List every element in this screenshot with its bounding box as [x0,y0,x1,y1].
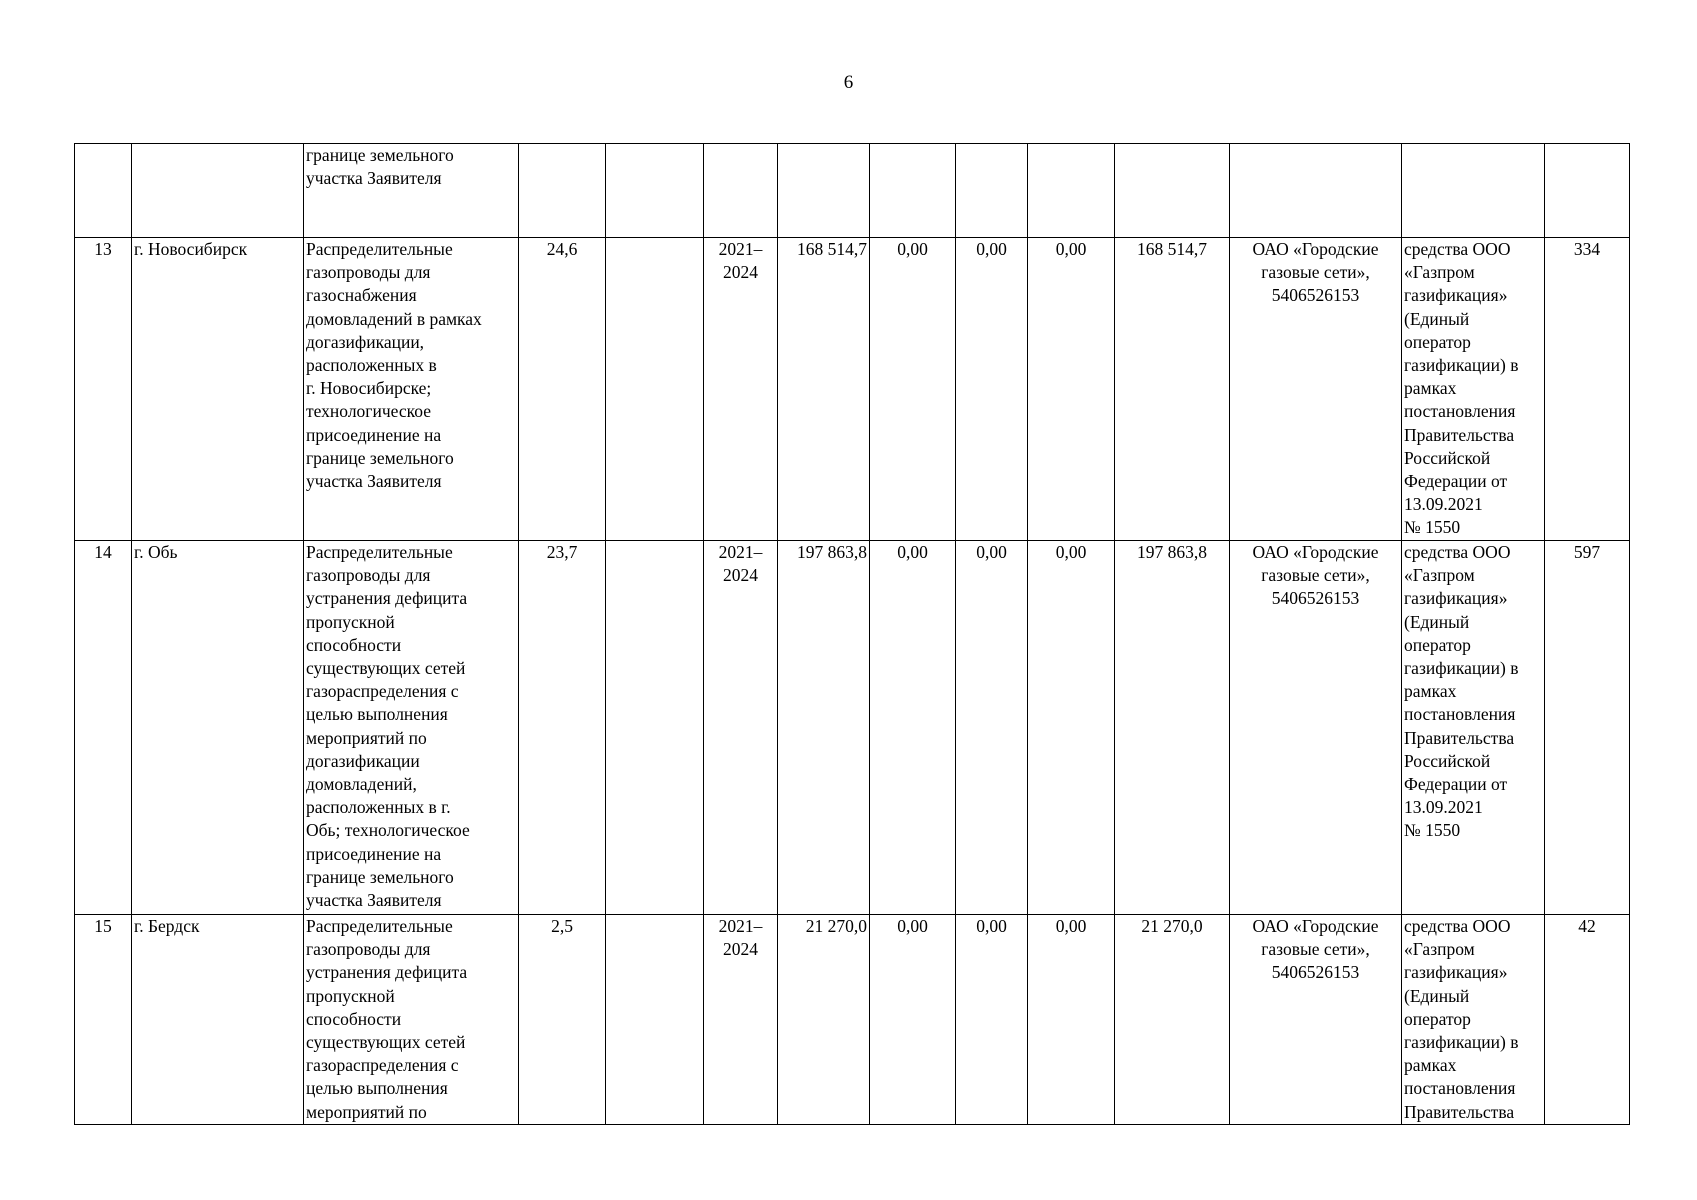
value-cell-4: 168 514,7 [1115,238,1230,541]
project-table [74,143,1630,1125]
row-number-cell [75,144,132,238]
text-line: 2024 [723,939,758,960]
city-cell [132,144,304,238]
total-cost-cell: 21 270,0 [778,915,870,1125]
row-number-cell: 13 [75,238,132,541]
value-cell-2: 0,00 [956,915,1028,1125]
text-line: оператор [1404,331,1471,352]
text-line: постановления [1404,704,1516,725]
value-cell-2 [956,144,1028,238]
value-cell-1: 0,00 [870,238,956,541]
total-cost-cell [778,144,870,238]
text-line: способности [306,634,402,655]
funding-source-cell [1402,238,1545,541]
empty-cell [606,541,704,915]
text-line: пропускной [306,611,395,632]
text-line: 13.09.2021 [1404,797,1483,818]
total-cost-cell: 197 863,8 [778,541,870,915]
table-row [75,915,1630,1125]
text-line: газораспределения с [306,681,459,702]
text-line: рамках [1404,1055,1457,1076]
text-line: 2021– [718,239,763,259]
empty-cell [606,238,704,541]
page-number: 6 [843,72,854,93]
operator-cell [1230,915,1402,1125]
text-line: устранения дефицита [306,588,468,609]
funding-source-cell [1402,144,1545,238]
text-line: оператор [1404,1008,1471,1029]
text-line: «Газпром [1404,262,1475,283]
text-line: присоединение на [306,843,442,864]
text-line: существующих сетей [306,658,466,679]
years-cell [704,915,778,1125]
text-line: Правительства [1404,424,1515,445]
text-line: газовые сети», [1261,939,1370,960]
value-cell-3: 0,00 [1028,238,1115,541]
length-cell: 23,7 [519,541,606,915]
text-line: Правительства [1404,1101,1515,1122]
text-line: средства ООО [1404,239,1511,259]
text-line: 13.09.2021 [1404,494,1483,515]
text-line: рамках [1404,681,1457,702]
text-line: догазификации, [306,331,425,352]
count-cell [1545,144,1630,238]
text-line: постановления [1404,401,1516,422]
text-line: участка Заявителя [306,168,442,189]
text-line: целью выполнения [306,1078,448,1099]
text-line: способности [306,1008,402,1029]
text-line: 2024 [723,262,758,283]
text-line: участка Заявителя [306,471,442,492]
empty-cell [606,144,704,238]
text-line: ОАО «Городские [1252,239,1379,259]
text-line: целью выполнения [306,704,448,725]
text-line: г. Новосибирске; [306,378,432,399]
text-line: № 1550 [1404,517,1461,538]
text-line: газификация» [1404,285,1508,306]
text-line: оператор [1404,634,1471,655]
length-cell: 24,6 [519,238,606,541]
text-line: 5406526153 [1271,962,1360,983]
description-cell [304,144,519,238]
text-line: 2021– [718,542,763,562]
text-line: домовладений в рамках [306,308,482,329]
value-cell-1: 0,00 [870,541,956,915]
value-cell-4: 21 270,0 [1115,915,1230,1125]
text-line: газификации) в [1404,658,1519,679]
text-line: расположенных в [306,355,437,376]
length-cell [519,144,606,238]
text-line: догазификации [306,750,420,771]
value-cell-1: 0,00 [870,915,956,1125]
text-line: газовые сети», [1261,262,1370,283]
text-line: технологическое [306,401,431,422]
text-line: газопроводы для [306,565,431,586]
years-cell [704,541,778,915]
text-line: пропускной [306,985,395,1006]
text-line: 5406526153 [1271,588,1360,609]
years-cell [704,144,778,238]
text-line: Распределительные [306,239,453,259]
operator-cell [1230,144,1402,238]
text-line: границе земельного [306,866,454,887]
text-line: мероприятий по [306,1101,427,1122]
text-line: Российской [1404,447,1491,468]
text-line: существующих сетей [306,1032,466,1053]
text-line: «Газпром [1404,939,1475,960]
text-line: 2021– [718,916,763,936]
text-line: (Единый [1404,611,1470,632]
text-line: Обь; технологическое [306,820,470,841]
value-cell-4 [1115,144,1230,238]
text-line: устранения дефицита [306,962,468,983]
text-line: «Газпром [1404,565,1475,586]
text-line: рамках [1404,378,1457,399]
operator-cell [1230,238,1402,541]
value-cell-4: 197 863,8 [1115,541,1230,915]
text-line: ОАО «Городские [1252,542,1379,562]
text-line: домовладений, [306,774,417,795]
value-cell-3: 0,00 [1028,541,1115,915]
text-line: газопроводы для [306,939,431,960]
description-cell [304,915,519,1125]
count-cell: 597 [1545,541,1630,915]
value-cell-3 [1028,144,1115,238]
text-line: № 1550 [1404,820,1461,841]
text-line: границе земельного [306,145,454,165]
text-line: 2024 [723,565,758,586]
text-line: средства ООО [1404,916,1511,936]
table-row [75,144,1630,238]
text-line: газоснабжения [306,285,417,306]
text-line: Федерации от [1404,774,1508,795]
city-cell: г. Новосибирск [132,238,304,541]
text-line: Федерации от [1404,471,1508,492]
text-line: 5406526153 [1271,285,1360,306]
text-line: Распределительные [306,542,453,562]
row-number-cell: 14 [75,541,132,915]
text-line: ОАО «Городские [1252,916,1379,936]
city-cell: г. Бердск [132,915,304,1125]
text-line: газификация» [1404,962,1508,983]
text-line: газораспределения с [306,1055,459,1076]
text-line: постановления [1404,1078,1516,1099]
text-line: Правительства [1404,727,1515,748]
empty-cell [606,915,704,1125]
operator-cell [1230,541,1402,915]
description-cell [304,541,519,915]
text-line: средства ООО [1404,542,1511,562]
years-cell [704,238,778,541]
text-line: участка Заявителя [306,890,442,911]
text-line: газовые сети», [1261,565,1370,586]
text-line: газификации) в [1404,355,1519,376]
value-cell-3: 0,00 [1028,915,1115,1125]
value-cell-2: 0,00 [956,238,1028,541]
text-line: Российской [1404,750,1491,771]
value-cell-2: 0,00 [956,541,1028,915]
description-cell [304,238,519,541]
total-cost-cell: 168 514,7 [778,238,870,541]
text-line: газификация» [1404,588,1508,609]
row-number-cell: 15 [75,915,132,1125]
text-line: присоединение на [306,424,442,445]
table-row [75,238,1630,541]
text-line: расположенных в г. [306,797,451,818]
count-cell: 334 [1545,238,1630,541]
length-cell: 2,5 [519,915,606,1125]
table-row [75,541,1630,915]
text-line: Распределительные [306,916,453,936]
text-line: границе земельного [306,447,454,468]
text-line: мероприятий по [306,727,427,748]
city-cell: г. Обь [132,541,304,915]
text-line: (Единый [1404,308,1470,329]
funding-source-cell [1402,541,1545,915]
text-line: газификации) в [1404,1032,1519,1053]
table-body [75,144,1630,1125]
text-line: газопроводы для [306,262,431,283]
funding-source-cell [1402,915,1545,1125]
text-line: (Единый [1404,985,1470,1006]
value-cell-1 [870,144,956,238]
count-cell: 42 [1545,915,1630,1125]
